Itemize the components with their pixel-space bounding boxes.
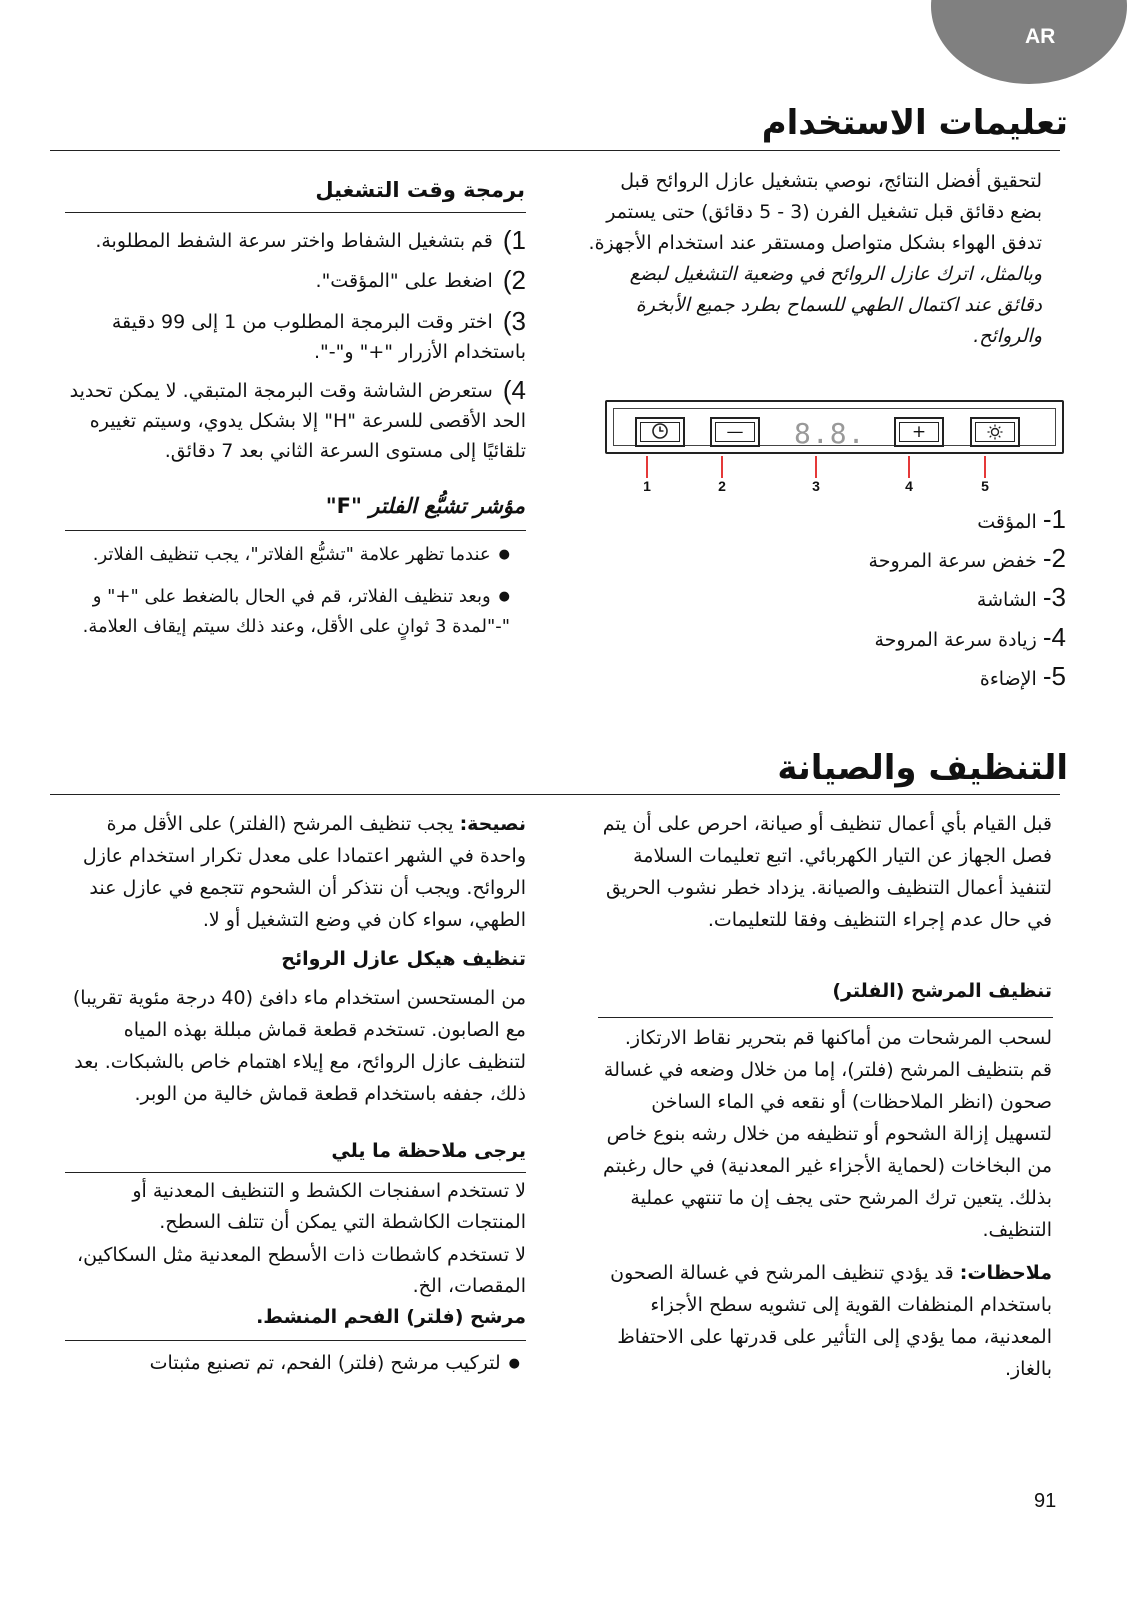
fan-up-button xyxy=(894,417,944,447)
filter-cleaning-rule xyxy=(598,1017,1053,1018)
filter-cleaning-text: لسحب المرشحات من أماكنها قم بتحرير نقاط الارتكاز. قم بتنظيف المرشح (فلتر)، إما من خلال وضعه في غسالة صحون (انظر الملاحظات) أو نقعه في الماء الساخن لتسهيل إزالة الشحوم أو تنظيفه من خلال رشه بنوع خاص من البخاخات (لحماية الأجزاء غير المعدنية) في حال رغبتم بذلك. يتعين ترك المرشح حتى يجف إن ما تنتهي عملية التنظيف. xyxy=(603,1027,1052,1241)
step-text: اضغط على "المؤقت". xyxy=(315,270,493,292)
hood-body-cleaning-text: من المستحسن استخدام ماء دافئ (40 درجة مئوية تقريبا) مع الصابون. تستخدم قطعة قماش مبللة بهذه المياه لتنظيف عازل الروائح، مع إيلاء اهتمام خاص بالشبكات. بعد ذلك، جففه باستخدام قطعة قماش خالية من الوبر. xyxy=(72,987,526,1105)
step-number: 1) xyxy=(502,225,526,255)
tip-text: يجب تنظيف المرشح (الفلتر) على الأقل مرة واحدة في الشهر اعتمادا على معدل تكرار استخدام عازل الروائح. ويجب أن نتذكر أن الشحوم تتجمع في عازل عند الطهي، سواء كان في وضع التشغيل أو لا. xyxy=(82,813,526,931)
legend-label: الشاشة xyxy=(976,589,1037,611)
timer-step-4 xyxy=(68,375,526,466)
notice-text-2: لا تستخدم كاشطات ذات الأسطح المعدنية مثل السكاكين، المقصات، الخ. xyxy=(77,1244,526,1297)
control-panel-frame xyxy=(613,408,1056,450)
timer-heading: برمجة وقت التشغيل xyxy=(315,178,525,202)
legend-item-fan-down xyxy=(869,543,1066,574)
callout-line-3 xyxy=(815,456,817,478)
notice-text-1: لا تستخدم اسفنجات الكشط و التنظيف المعدنية أو المنتجات الكاشطة التي يمكن أن تتلف السطح. xyxy=(132,1180,526,1233)
filter-indicator-bullet-1: ● عندما تظهر علامة "تشبُّع الفلاتر"، يجب تنظيف الفلاتر. xyxy=(75,540,510,570)
fan-down-button xyxy=(710,417,760,447)
legend-number: 3- xyxy=(1042,582,1066,612)
tip-label: نصيحة: xyxy=(459,813,526,835)
callout-line-5 xyxy=(984,456,986,478)
step-text: اختر وقت البرمجة المطلوب من 1 إلى 99 دقيقة باستخدام الأزرار "+" و"-". xyxy=(111,311,526,363)
hood-body-cleaning-heading: تنظيف هيكل عازل الروائح xyxy=(281,948,526,970)
light-button xyxy=(970,417,1020,447)
carbon-filter-bullet: ● لتركيب مرشح (فلتر) الفحم، تم تصنيع مثبتات xyxy=(65,1348,520,1379)
filter-cleaning-heading: تنظيف المرشح (الفلتر) xyxy=(832,980,1052,1002)
language-badge xyxy=(931,0,1127,84)
filter-indicator-rule xyxy=(65,530,526,531)
timer-step-1 xyxy=(68,225,526,256)
legend-label: الإضاءة xyxy=(979,668,1037,690)
step-number: 3) xyxy=(502,306,526,336)
callout-number-5: 5 xyxy=(981,478,989,494)
callout-number-3: 3 xyxy=(812,478,820,494)
legend-label: خفض سرعة المروحة xyxy=(868,550,1037,572)
clock-icon xyxy=(640,422,680,442)
callout-line-1 xyxy=(646,456,648,478)
display-digits: 8.8. xyxy=(794,417,866,450)
notes-label: ملاحظات: xyxy=(959,1262,1052,1284)
filter-indicator-heading-text: مؤشر تشبُّع الفلتر xyxy=(369,494,525,518)
usage-intro-italic: وبالمثل، اترك عازل الروائح في وضعية التشغيل لبضع دقائق عند اكتمال الطهي للسماح بطرد جميع الأبخرة والروائح. xyxy=(629,263,1042,347)
step-text: قم بتشغيل الشفاط واختر سرعة الشفط المطلوبة. xyxy=(95,230,493,252)
plus-icon: + xyxy=(899,422,939,442)
callout-line-4 xyxy=(908,456,910,478)
cleaning-notes xyxy=(598,1257,1052,1385)
legend-label: المؤقت xyxy=(977,511,1037,533)
filter-indicator-heading xyxy=(65,494,525,518)
step-text: ستعرض الشاشة وقت البرمجة المتبقي. لا يمكن تحديد الحد الأقصى للسرعة "H" إلا بشكل يدوي، وسيتم تغييره تلقائيًا إلى مستوى السرعة الثاني بعد 7 دقائق. xyxy=(69,380,526,462)
callout-line-2 xyxy=(721,456,723,478)
cleaning-title-rule xyxy=(50,794,1060,795)
legend-number: 4- xyxy=(1042,622,1066,652)
timer-step-2 xyxy=(68,265,526,296)
legend-label: زيادة سرعة المروحة xyxy=(874,629,1037,651)
legend-item-display xyxy=(977,582,1066,613)
callout-number-2: 2 xyxy=(718,478,726,494)
section-title-usage: تعليمات الاستخدام xyxy=(761,103,1068,143)
section-title-cleaning: التنظيف والصيانة xyxy=(777,748,1068,788)
cleaning-tip xyxy=(65,808,526,936)
page-number: 91 xyxy=(1034,1490,1057,1512)
cleaning-intro: قبل القيام بأي أعمال تنظيف أو صيانة، احرص على أن يتم فصل الجهاز عن التيار الكهربائي. اتبع تعليمات السلامة لتنفيذ أعمال التنظيف والصيانة. يزداد خطر نشوب الحريق في حال عدم إجراء التنظيف وفقا للتعليمات. xyxy=(602,813,1052,931)
legend-item-fan-up xyxy=(874,622,1066,653)
legend-item-light xyxy=(980,661,1066,692)
legend-number: 5- xyxy=(1042,661,1066,691)
filter-indicator-code: "F" xyxy=(325,494,362,518)
carbon-filter-rule xyxy=(65,1340,526,1341)
control-panel-diagram xyxy=(605,400,1064,454)
step-number: 2) xyxy=(502,265,526,295)
timer-heading-rule xyxy=(65,212,526,213)
light-icon xyxy=(975,422,1015,442)
carbon-filter-heading: مرشح (فلتر) الفحم المنشط. xyxy=(256,1306,526,1328)
language-code: AR xyxy=(1025,25,1056,48)
notes-text: قد يؤدي تنظيف المرشح في غسالة الصحون باستخدام المنظفات القوية إلى تشويه سطح الأجزاء المعدنية، مما يؤدي إلى التأثير على قدرتها على الاحتفاظ بالغاز. xyxy=(610,1262,1052,1380)
callout-number-1: 1 xyxy=(643,478,651,494)
usage-intro-text: لتحقيق أفضل النتائج، نوصي بتشغيل عازل الروائح قبل بضع دقائق قبل تشغيل الفرن (3 - 5 دقائق) حتى يستمر تدفق الهواء بشكل متواصل ومستقر عند استخدام الأجهزة. xyxy=(588,170,1042,254)
filter-indicator-bullet-2: ● وبعد تنظيف الفلاتر، قم في الحال بالضغط على "+" و "-"لمدة 3 ثوانٍ على الأقل، وعند ذلك سيتم إيقاف العلامة. xyxy=(75,582,510,642)
timer-step-3 xyxy=(68,306,526,367)
legend-number: 2- xyxy=(1042,543,1066,573)
notice-rule xyxy=(65,1172,526,1173)
title-rule xyxy=(50,150,1060,151)
minus-icon: — xyxy=(715,422,755,442)
timer-button xyxy=(635,417,685,447)
legend-number: 1- xyxy=(1042,504,1066,534)
usage-intro xyxy=(585,166,1042,352)
notice-heading: يرجى ملاحظة ما يلي xyxy=(331,1140,526,1162)
legend-item-timer xyxy=(977,504,1066,535)
callout-number-4: 4 xyxy=(905,478,913,494)
step-number: 4) xyxy=(502,375,526,405)
